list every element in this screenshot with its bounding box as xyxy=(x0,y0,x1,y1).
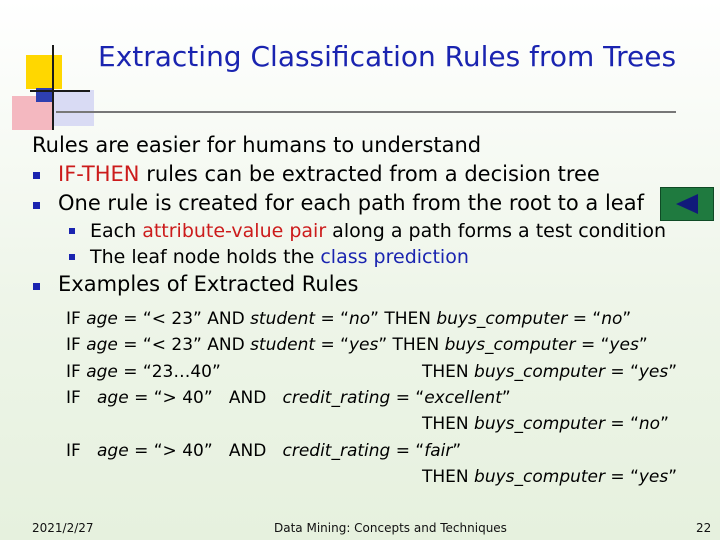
decor-yellow-square xyxy=(26,55,62,89)
slide-title: Extracting Classification Rules from Trees xyxy=(98,40,677,73)
decor-horizontal-line xyxy=(30,90,90,92)
sub-bullet-marker xyxy=(69,254,75,260)
rule-line-3-then: THEN buys_computer = “yes” xyxy=(422,362,678,382)
rule-line-3: IF age = “23…40” xyxy=(66,362,221,382)
triangle-left-icon xyxy=(676,194,698,214)
rule-line-4-then: THEN buys_computer = “no” xyxy=(422,414,669,434)
bullet-marker xyxy=(33,202,40,209)
bullet-marker xyxy=(33,172,40,179)
rule-line-1: IF age = “< 23” AND student = “no” THEN buys_computer = “no” xyxy=(66,309,632,329)
decor-lavender-square xyxy=(54,90,94,126)
sub-bullet-text: along a path forms a test condition xyxy=(326,220,667,242)
sub-bullet-leaf xyxy=(90,246,469,268)
highlight-attribute-value: attribute-value pair xyxy=(142,220,327,242)
sub-bullet-text: Each xyxy=(90,220,143,242)
rule-line-4: IF age = “> 40” AND credit_rating = “excellent” xyxy=(66,388,511,408)
page-number: 22 xyxy=(696,521,712,535)
bullet-text: rules can be extracted from a decision tree xyxy=(139,162,600,186)
rule-line-2: IF age = “< 23” AND student = “yes” THEN buys_computer = “yes” xyxy=(66,335,648,355)
highlight-class-prediction: class prediction xyxy=(320,246,469,268)
sub-bullet-text: The leaf node holds the xyxy=(90,246,321,268)
intro-text: Rules are easier for humans to understand xyxy=(32,133,482,157)
rule-line-5-then: THEN buys_computer = “yes” xyxy=(422,467,678,487)
examples-heading: Examples of Extracted Rules xyxy=(58,272,359,296)
bullet-ifthen xyxy=(58,162,600,186)
bullet-one-rule: One rule is created for each path from the root to a leaf xyxy=(58,191,644,215)
decor-vertical-line xyxy=(52,45,54,130)
sub-bullet-marker xyxy=(69,228,75,234)
title-underline xyxy=(56,111,676,113)
bullet-marker xyxy=(33,283,40,290)
footer-title: Data Mining: Concepts and Techniques xyxy=(274,521,507,535)
sub-bullet-attribute xyxy=(90,220,666,242)
highlight-ifthen: IF-THEN xyxy=(58,162,140,186)
rule-line-5: IF age = “> 40” AND credit_rating = “fair” xyxy=(66,441,462,461)
footer-date: 2021/2/27 xyxy=(32,521,94,535)
back-arrow-icon[interactable] xyxy=(660,187,714,221)
